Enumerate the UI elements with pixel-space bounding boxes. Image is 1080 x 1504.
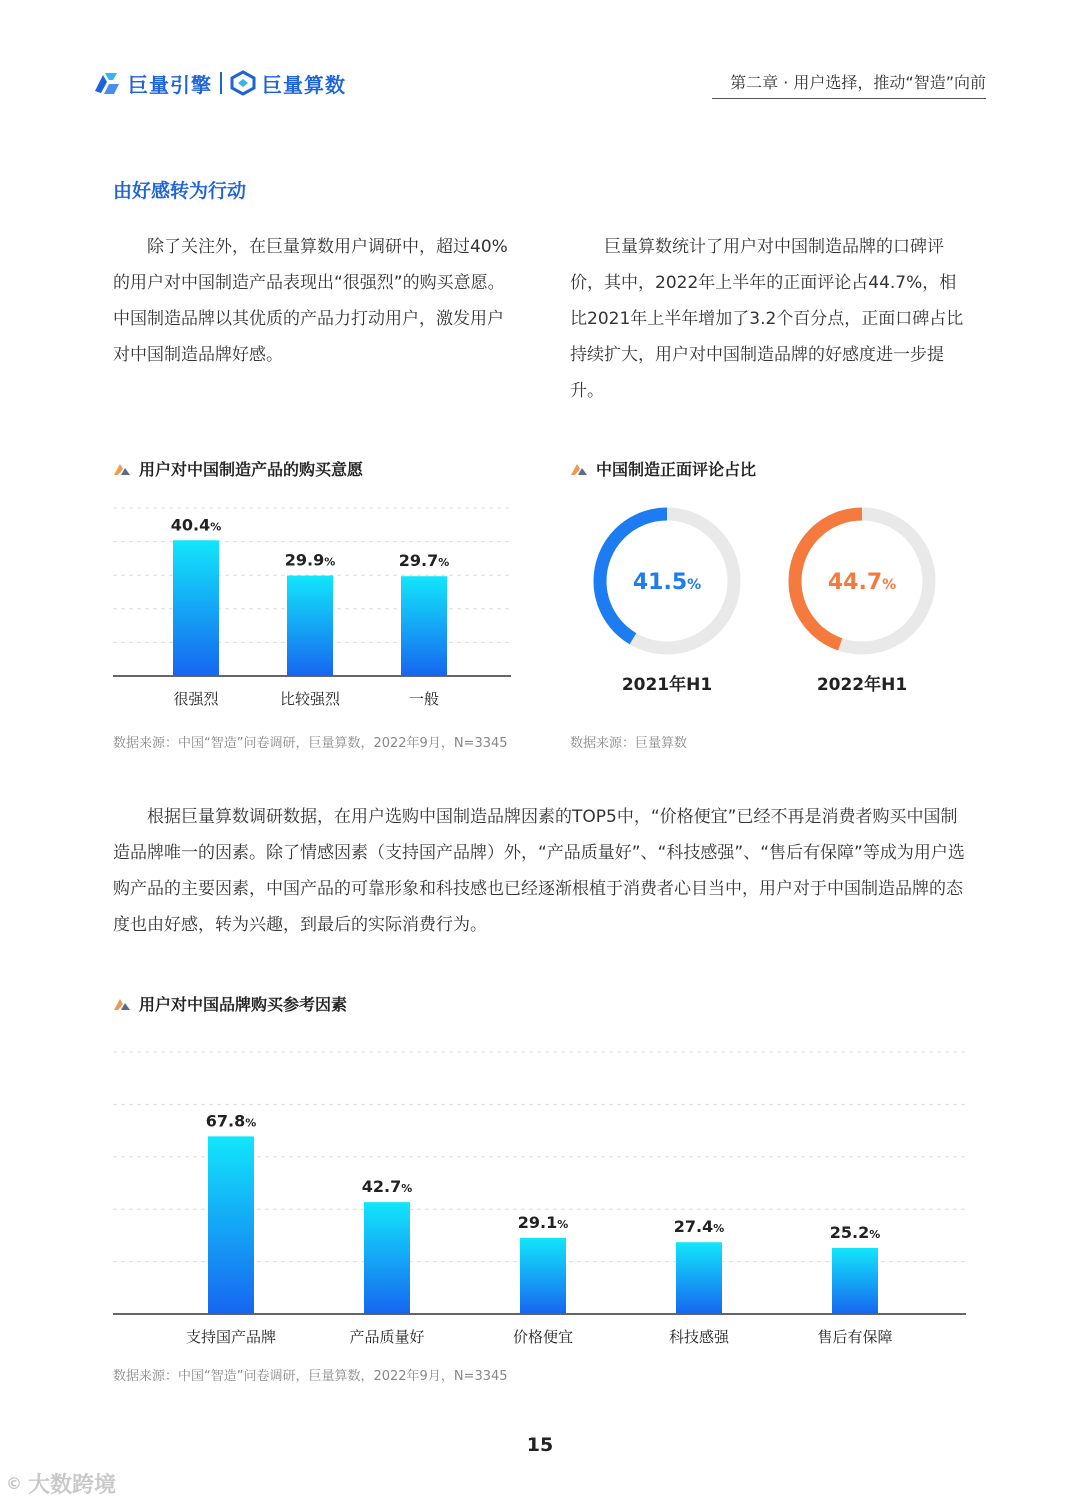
positive-reviews-chart-title xyxy=(570,457,756,480)
donut-value-label: 44.7% xyxy=(827,570,897,595)
purchase-factors-chart-title xyxy=(113,992,347,1015)
section-title: 由好感转为行动 xyxy=(113,180,247,202)
purchase-intent-source: 数据来源：中国“智造”问卷调研，巨量算数，2022年9月，N=3345 xyxy=(113,736,508,751)
bar xyxy=(173,540,219,676)
bar xyxy=(832,1248,878,1314)
watermark-text: 大数跨境 xyxy=(28,1473,117,1498)
category-label: 科技感强 xyxy=(668,1328,730,1346)
header-logos xyxy=(92,68,346,98)
bar-value-label: 29.9% xyxy=(284,550,336,570)
bar xyxy=(208,1136,254,1314)
watermark xyxy=(6,1468,116,1499)
chart-title-text: 用户对中国品牌购买参考因素 xyxy=(139,995,348,1014)
category-label: 比较强烈 xyxy=(279,690,341,708)
suanshu-logo-icon xyxy=(230,70,256,96)
bar xyxy=(401,576,447,676)
bar-value-label: 29.7% xyxy=(398,551,450,571)
chart-marker-icon xyxy=(113,461,131,477)
bar xyxy=(520,1238,566,1314)
chapter-title: 第二章 · 用户选择，推动“智造”向前 xyxy=(730,73,986,92)
bar-value-label: 25.2% xyxy=(829,1222,881,1242)
category-label: 很强烈 xyxy=(173,690,219,708)
donut-value-label: 41.5% xyxy=(632,570,702,595)
factors-paragraph: 根据巨量算数调研数据，在用户选购中国制造品牌因素的TOP5中，“价格便宜”已经不再是消费者购买中国制造品牌唯一的因素。除了情感因素（支持国产品牌）外，“产品质量好”、“科技感强”、“售后有保障”等成为用户选购产品的主要因素，中国产品的可靠形象和科技感也已经逐渐根植于消费者心目当中，用户对于中国制造品牌的态度也由好感，转为兴趣，到最后的实际消费行为。 xyxy=(113,807,965,935)
category-label: 一般 xyxy=(408,690,440,708)
chart-marker-icon xyxy=(113,996,131,1012)
bar-value-label: 40.4% xyxy=(170,515,222,535)
intro-paragraph-right: 巨量算数统计了用户对中国制造品牌的口碑评价，其中，2022年上半年的正面评论占44.7%，相比2021年上半年增加了3.2个百分点，正面口碑占比持续扩大，用户对中国制造品牌的好感度进一步提升。 xyxy=(570,237,964,401)
intro-paragraph-left: 除了关注外，在巨量算数用户调研中，超过40%的用户对中国制造产品表现出“很强烈”的购买意愿。中国制造品牌以其优质的产品力打动用户，激发用户对中国制造品牌好感。 xyxy=(113,237,508,365)
bar xyxy=(364,1202,410,1314)
watermark-logo-icon: © xyxy=(6,1474,22,1493)
positive-reviews-donut-chart xyxy=(570,495,970,710)
chart-title-text: 用户对中国制造产品的购买意愿 xyxy=(139,460,364,479)
bar-value-label: 27.4% xyxy=(673,1217,725,1237)
bar-value-label: 29.1% xyxy=(517,1212,569,1232)
chart-title-text: 中国制造正面评论占比 xyxy=(596,460,757,479)
positive-reviews-source: 数据来源：巨量算数 xyxy=(570,736,688,751)
page-number: 15 xyxy=(526,1434,554,1456)
purchase-intent-bar-chart xyxy=(113,495,513,720)
bar xyxy=(287,576,333,676)
chapter-underline xyxy=(712,98,986,99)
bar-value-label: 42.7% xyxy=(361,1177,413,1197)
donut-category-label: 2021年H1 xyxy=(621,675,713,695)
purchase-factors-bar-chart xyxy=(113,1040,973,1355)
category-label: 价格便宜 xyxy=(512,1328,574,1346)
logo-divider xyxy=(220,72,222,94)
bar xyxy=(676,1242,722,1314)
ocean-engine-logo-icon xyxy=(92,69,122,97)
category-label: 支持国产品牌 xyxy=(185,1328,277,1346)
donut-category-label: 2022年H1 xyxy=(816,675,908,695)
purchase-factors-source: 数据来源：中国“智造”问卷调研，巨量算数，2022年9月，N=3345 xyxy=(113,1369,508,1384)
bar-value-label: 67.8% xyxy=(205,1111,257,1131)
category-label: 产品质量好 xyxy=(349,1328,425,1346)
chart-marker-icon xyxy=(570,461,588,477)
brand-right: 巨量算数 xyxy=(262,72,346,97)
purchase-intent-chart-title xyxy=(113,457,363,480)
brand-left: 巨量引擎 xyxy=(128,72,212,97)
category-label: 售后有保障 xyxy=(817,1328,893,1346)
